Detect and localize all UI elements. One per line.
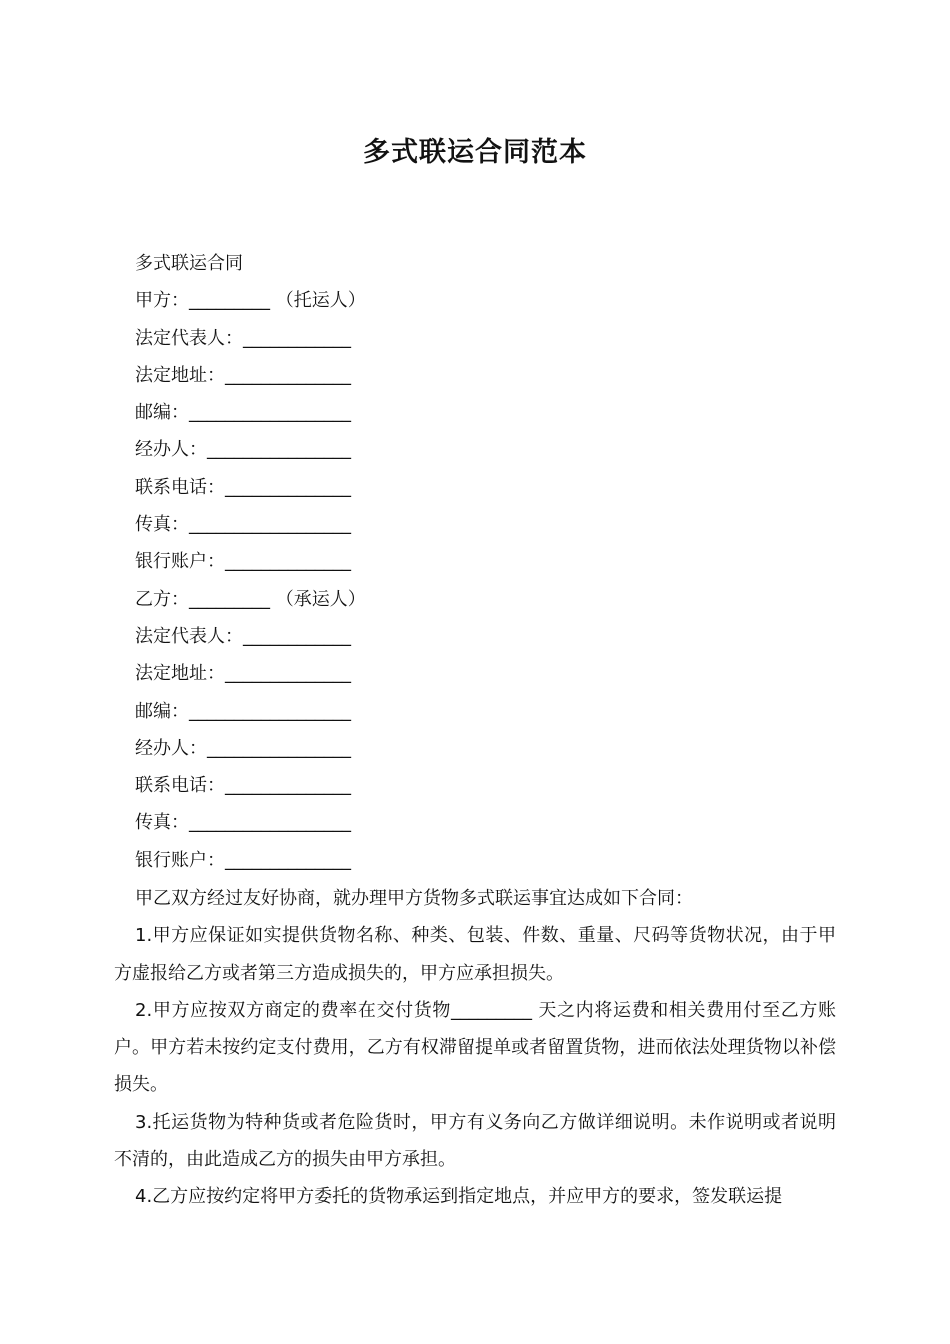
party-b-phone: 联系电话：______________ xyxy=(135,775,351,797)
intro-paragraph: 甲乙双方经过友好协商，就办理甲方货物多式联运事宜达成如下合同： xyxy=(135,888,693,909)
party-a-fax: 传真：__________________ xyxy=(135,514,351,536)
party-a-agent: 经办人：________________ xyxy=(135,439,351,461)
party-a-bank-account: 银行账户：______________ xyxy=(135,551,351,573)
contract-body xyxy=(114,880,836,1216)
party-b-address: 法定地址：______________ xyxy=(135,663,351,685)
party-info-block xyxy=(135,245,835,879)
clause-4: 4.乙方应按约定将甲方委托的货物承运到指定地点，并应甲方的要求，签发联运提 xyxy=(135,1186,783,1208)
party-a-line: 甲方：_________ （托运人） xyxy=(135,290,366,312)
party-a-legal-rep: 法定代表人：____________ xyxy=(135,327,351,349)
contract-heading: 多式联运合同 xyxy=(135,253,243,274)
page-title: 多式联运合同范本 xyxy=(363,137,587,168)
party-a-phone: 联系电话：______________ xyxy=(135,476,351,498)
party-b-postcode: 邮编：__________________ xyxy=(135,700,351,722)
party-a-postcode: 邮编：__________________ xyxy=(135,402,351,424)
clause-2: 2.甲方应按双方商定的费率在交付货物_________ 天之内将运费和相关费用付至乙方账户。甲方若未按约定支付费用，乙方有权滞留提单或者留置货物，进而依法处理货物以补偿损失。 xyxy=(114,999,836,1096)
party-a-address: 法定地址：______________ xyxy=(135,364,351,386)
party-b-line: 乙方：_________ （承运人） xyxy=(135,588,366,610)
clause-1: 1.甲方应保证如实提供货物名称、种类、包装、件数、重量、尺码等货物状况，由于甲方虚报给乙方或者第三方造成损失的，甲方应承担损失。 xyxy=(114,925,836,984)
clause-3: 3.托运货物为特种货或者危险货时，甲方有义务向乙方做详细说明。未作说明或者说明不清的，由此造成乙方的损失由甲方承担。 xyxy=(114,1111,836,1171)
party-b-agent: 经办人：________________ xyxy=(135,737,351,759)
party-b-fax: 传真：__________________ xyxy=(135,812,351,834)
party-b-bank-account: 银行账户：______________ xyxy=(135,849,351,871)
party-b-legal-rep: 法定代表人：____________ xyxy=(135,625,351,647)
